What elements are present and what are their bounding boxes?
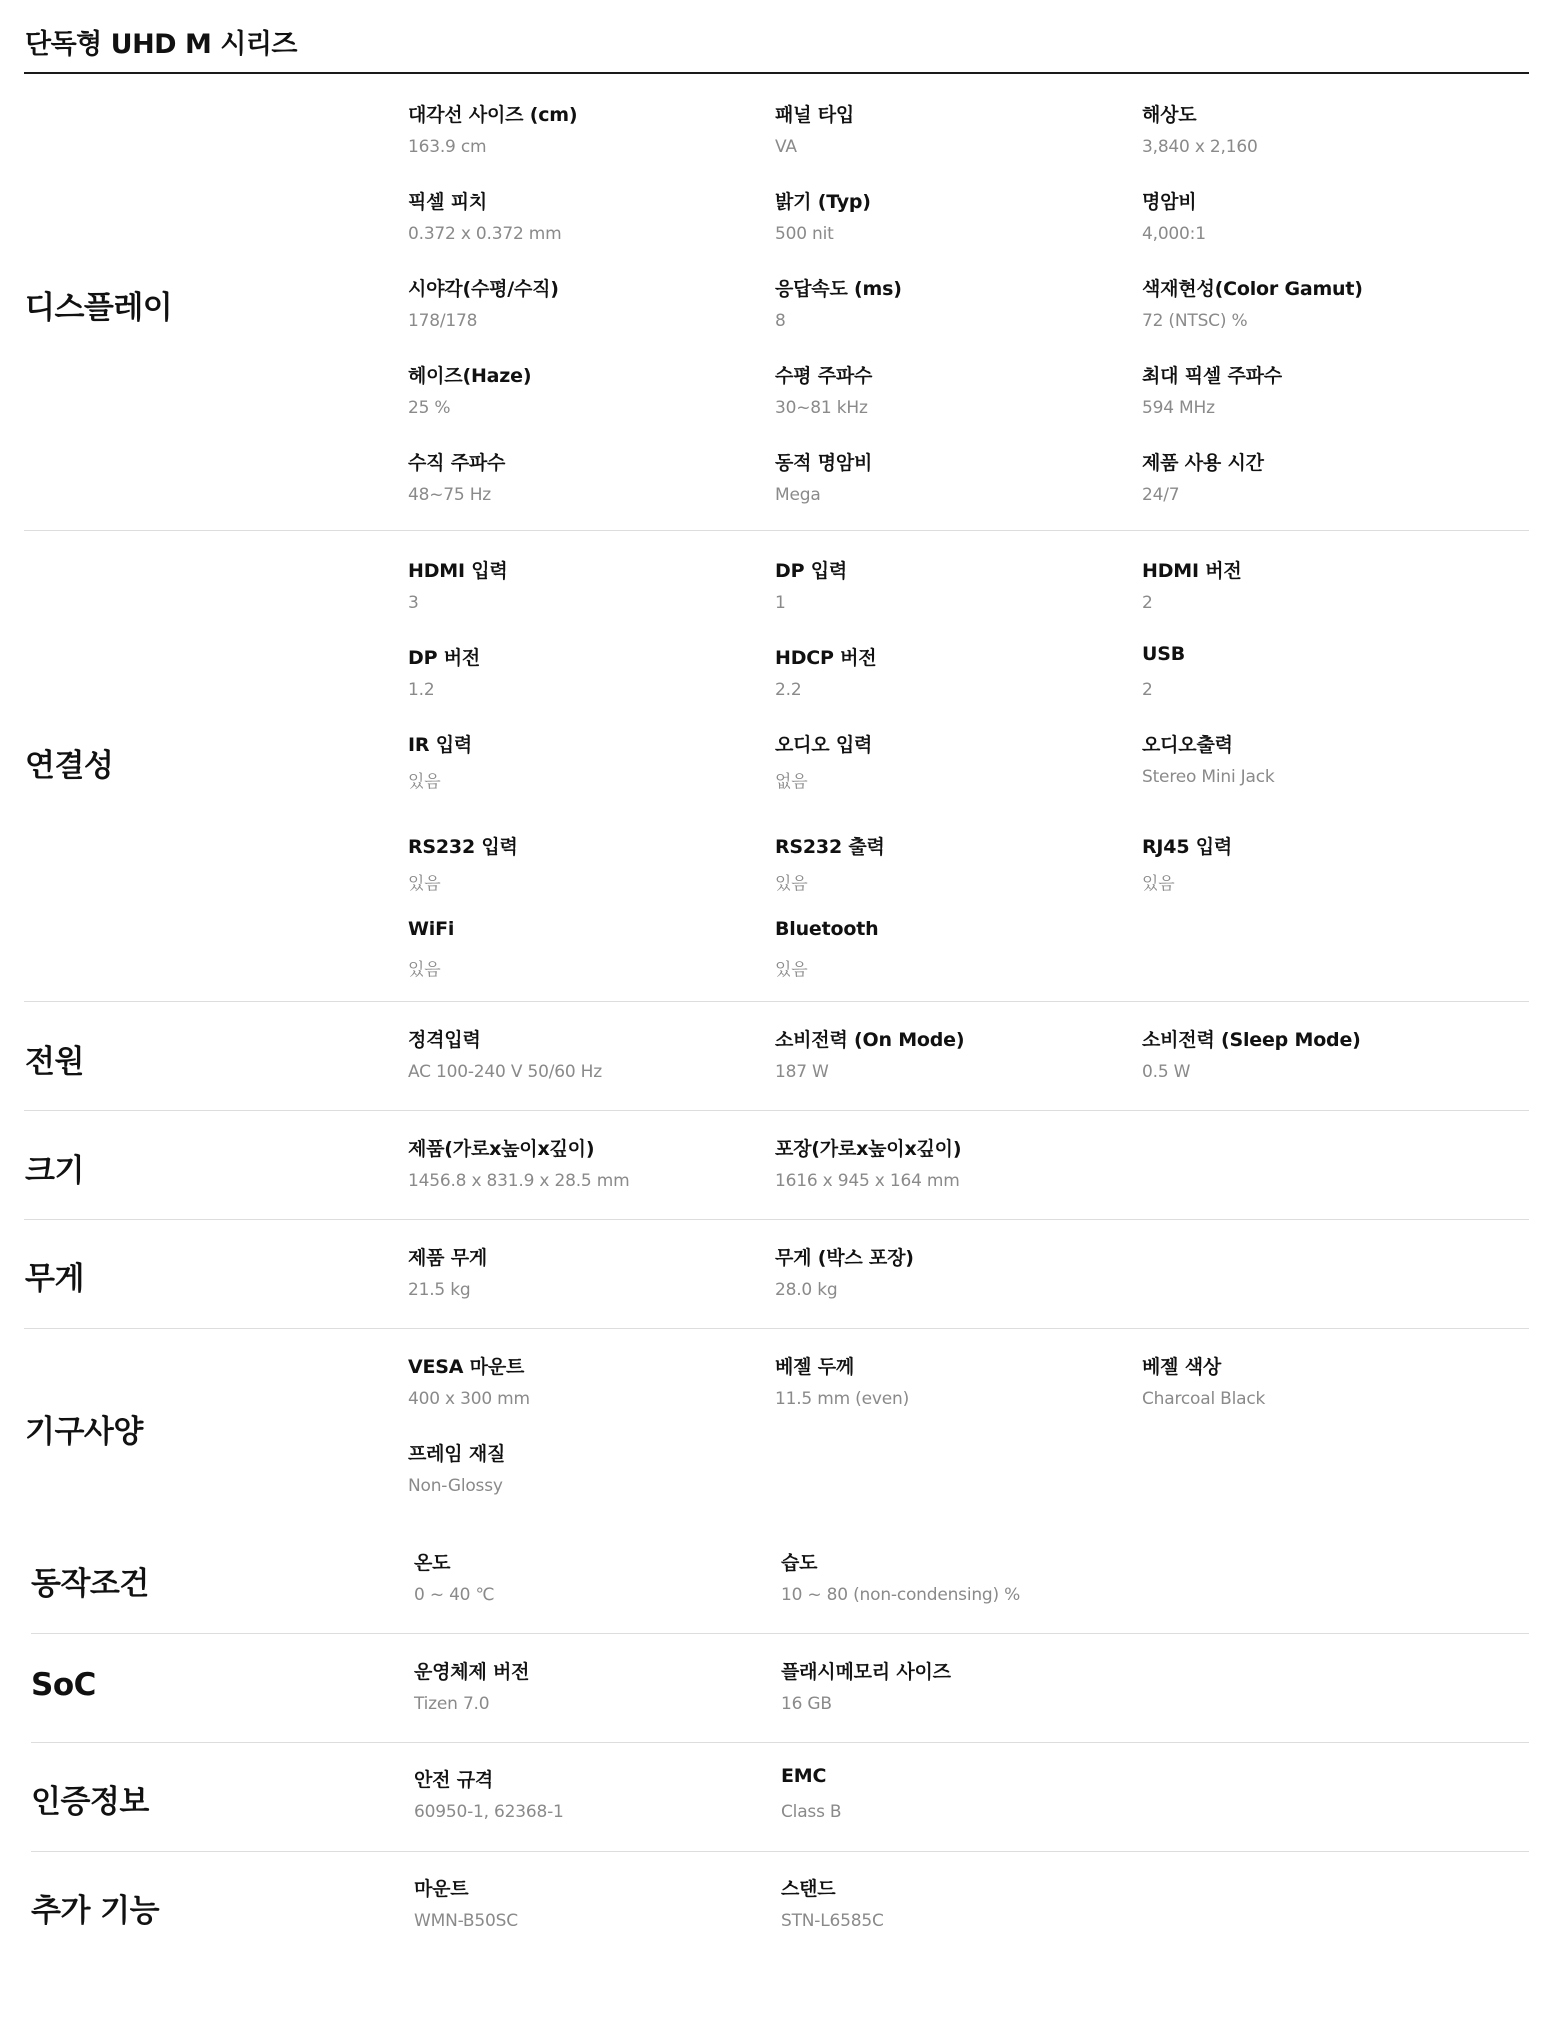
spec-label: USB xyxy=(1142,643,1185,665)
section-divider xyxy=(24,1001,1529,1002)
spec-label: 패널 타입 xyxy=(775,104,855,126)
section-title-operating: 동작조건 xyxy=(31,1566,149,1602)
spec-label: 헤이즈(Haze) xyxy=(408,365,532,387)
spec-value: 2.2 xyxy=(775,680,802,700)
spec-label: 마운트 xyxy=(414,1878,469,1900)
spec-value: Tizen 7.0 xyxy=(414,1694,490,1714)
spec-value: 60950-1, 62368-1 xyxy=(414,1802,564,1822)
spec-value: 8 xyxy=(775,311,786,331)
spec-value: 1456.8 x 831.9 x 28.5 mm xyxy=(408,1171,630,1191)
spec-label: DP 버전 xyxy=(408,647,481,669)
section-title-weight: 무게 xyxy=(25,1261,84,1297)
spec-label: 색재현성(Color Gamut) xyxy=(1142,278,1363,300)
spec-value: 0.5 W xyxy=(1142,1062,1191,1082)
spec-value: 10 ~ 80 (non-condensing) % xyxy=(781,1585,1021,1605)
spec-label: 습도 xyxy=(781,1552,818,1574)
spec-value: 24/7 xyxy=(1142,485,1180,505)
section-title-size: 크기 xyxy=(25,1153,84,1189)
spec-label: WiFi xyxy=(408,918,455,940)
section-title-connectivity: 연결성 xyxy=(25,748,114,784)
spec-value: 1616 x 945 x 164 mm xyxy=(775,1171,960,1191)
spec-value: Stereo Mini Jack xyxy=(1142,767,1275,787)
spec-label: 밝기 (Typ) xyxy=(775,191,871,213)
section-divider xyxy=(24,530,1529,531)
spec-label: 안전 규격 xyxy=(414,1769,494,1791)
spec-value: 1.2 xyxy=(408,680,435,700)
spec-value: 1 xyxy=(775,593,786,613)
section-divider xyxy=(31,1633,1529,1634)
spec-value: 2 xyxy=(1142,680,1153,700)
spec-label: 제품 사용 시간 xyxy=(1142,452,1264,474)
spec-value: VA xyxy=(775,137,797,157)
spec-label: RS232 입력 xyxy=(408,836,518,858)
section-title-extra: 추가 기능 xyxy=(31,1893,160,1929)
spec-label: 스탠드 xyxy=(781,1878,836,1900)
spec-value: 2 xyxy=(1142,593,1153,613)
spec-label: 픽셀 피치 xyxy=(408,191,488,213)
title-divider xyxy=(24,72,1529,74)
spec-label: 무게 (박스 포장) xyxy=(775,1247,914,1269)
spec-label: 오디오 입력 xyxy=(775,734,873,756)
spec-value: 3,840 x 2,160 xyxy=(1142,137,1258,157)
spec-value: 178/178 xyxy=(408,311,478,331)
spec-value: 500 nit xyxy=(775,224,834,244)
spec-value: 16 GB xyxy=(781,1694,832,1714)
page-title: 단독형 UHD M 시리즈 xyxy=(25,29,297,60)
spec-value: 28.0 kg xyxy=(775,1280,838,1300)
spec-value: Charcoal Black xyxy=(1142,1389,1266,1409)
spec-value: Mega xyxy=(775,485,821,505)
spec-value: 있음 xyxy=(408,874,441,894)
spec-label: 포장(가로x높이x깊이) xyxy=(775,1138,962,1160)
spec-label: DP 입력 xyxy=(775,560,848,582)
spec-label: 베젤 두께 xyxy=(775,1356,855,1378)
spec-label: HDMI 입력 xyxy=(408,560,508,582)
spec-label: HDMI 버전 xyxy=(1142,560,1242,582)
spec-label: EMC xyxy=(781,1765,827,1787)
spec-value: WMN-B50SC xyxy=(414,1911,518,1931)
section-divider xyxy=(31,1851,1529,1852)
spec-value: 163.9 cm xyxy=(408,137,487,157)
spec-label: Bluetooth xyxy=(775,918,879,940)
section-title-certification: 인증정보 xyxy=(31,1784,149,1820)
spec-label: 해상도 xyxy=(1142,104,1197,126)
spec-label: 대각선 사이즈 (cm) xyxy=(408,104,578,126)
spec-value: 4,000:1 xyxy=(1142,224,1206,244)
spec-value: 187 W xyxy=(775,1062,829,1082)
spec-label: 소비전력 (On Mode) xyxy=(775,1029,965,1051)
spec-label: VESA 마운트 xyxy=(408,1356,525,1378)
spec-label: 명암비 xyxy=(1142,191,1197,213)
spec-value: 48~75 Hz xyxy=(408,485,492,505)
spec-value: 30~81 kHz xyxy=(775,398,868,418)
spec-label: 수평 주파수 xyxy=(775,365,873,387)
spec-label: 프레임 재질 xyxy=(408,1443,506,1465)
spec-label: 제품(가로x높이x깊이) xyxy=(408,1138,595,1160)
spec-label: 응답속도 (ms) xyxy=(775,278,902,300)
spec-value: 11.5 mm (even) xyxy=(775,1389,909,1409)
spec-value: 없음 xyxy=(775,772,808,792)
spec-label: 동적 명암비 xyxy=(775,452,873,474)
spec-value: AC 100-240 V 50/60 Hz xyxy=(408,1062,602,1082)
spec-value: 3 xyxy=(408,593,419,613)
spec-value: 25 % xyxy=(408,398,451,418)
spec-value: 400 x 300 mm xyxy=(408,1389,530,1409)
section-title-mechanical: 기구사양 xyxy=(25,1414,143,1450)
section-divider xyxy=(24,1328,1529,1329)
spec-value: 있음 xyxy=(1142,874,1175,894)
spec-label: 운영체제 버전 xyxy=(414,1661,530,1683)
spec-label: 시야각(수평/수직) xyxy=(408,278,559,300)
section-title-power: 전원 xyxy=(25,1044,84,1080)
spec-value: 있음 xyxy=(408,960,441,980)
spec-label: IR 입력 xyxy=(408,734,473,756)
spec-value: 0.372 x 0.372 mm xyxy=(408,224,562,244)
spec-label: 소비전력 (Sleep Mode) xyxy=(1142,1029,1361,1051)
spec-value: 있음 xyxy=(775,874,808,894)
spec-value: STN-L6585C xyxy=(781,1911,884,1931)
section-title-display: 디스플레이 xyxy=(25,290,173,326)
spec-label: RS232 출력 xyxy=(775,836,885,858)
spec-value: 72 (NTSC) % xyxy=(1142,311,1248,331)
spec-label: 오디오출력 xyxy=(1142,734,1233,756)
spec-label: RJ45 입력 xyxy=(1142,836,1233,858)
spec-value: 0 ~ 40 ℃ xyxy=(414,1585,495,1605)
spec-label: 온도 xyxy=(414,1552,451,1574)
spec-label: 베젤 색상 xyxy=(1142,1356,1222,1378)
spec-value: Class B xyxy=(781,1802,842,1822)
spec-value: 594 MHz xyxy=(1142,398,1215,418)
spec-label: 수직 주파수 xyxy=(408,452,506,474)
section-divider xyxy=(31,1742,1529,1743)
section-title-soc: SoC xyxy=(31,1667,96,1703)
spec-label: HDCP 버전 xyxy=(775,647,877,669)
spec-value: 있음 xyxy=(408,772,441,792)
spec-value: 21.5 kg xyxy=(408,1280,471,1300)
spec-label: 플래시메모리 사이즈 xyxy=(781,1661,951,1683)
spec-label: 제품 무게 xyxy=(408,1247,488,1269)
section-divider xyxy=(24,1219,1529,1220)
spec-label: 최대 픽셀 주파수 xyxy=(1142,365,1282,387)
spec-value: Non-Glossy xyxy=(408,1476,503,1496)
spec-value: 있음 xyxy=(775,960,808,980)
section-divider xyxy=(24,1110,1529,1111)
spec-label: 정격입력 xyxy=(408,1029,481,1051)
